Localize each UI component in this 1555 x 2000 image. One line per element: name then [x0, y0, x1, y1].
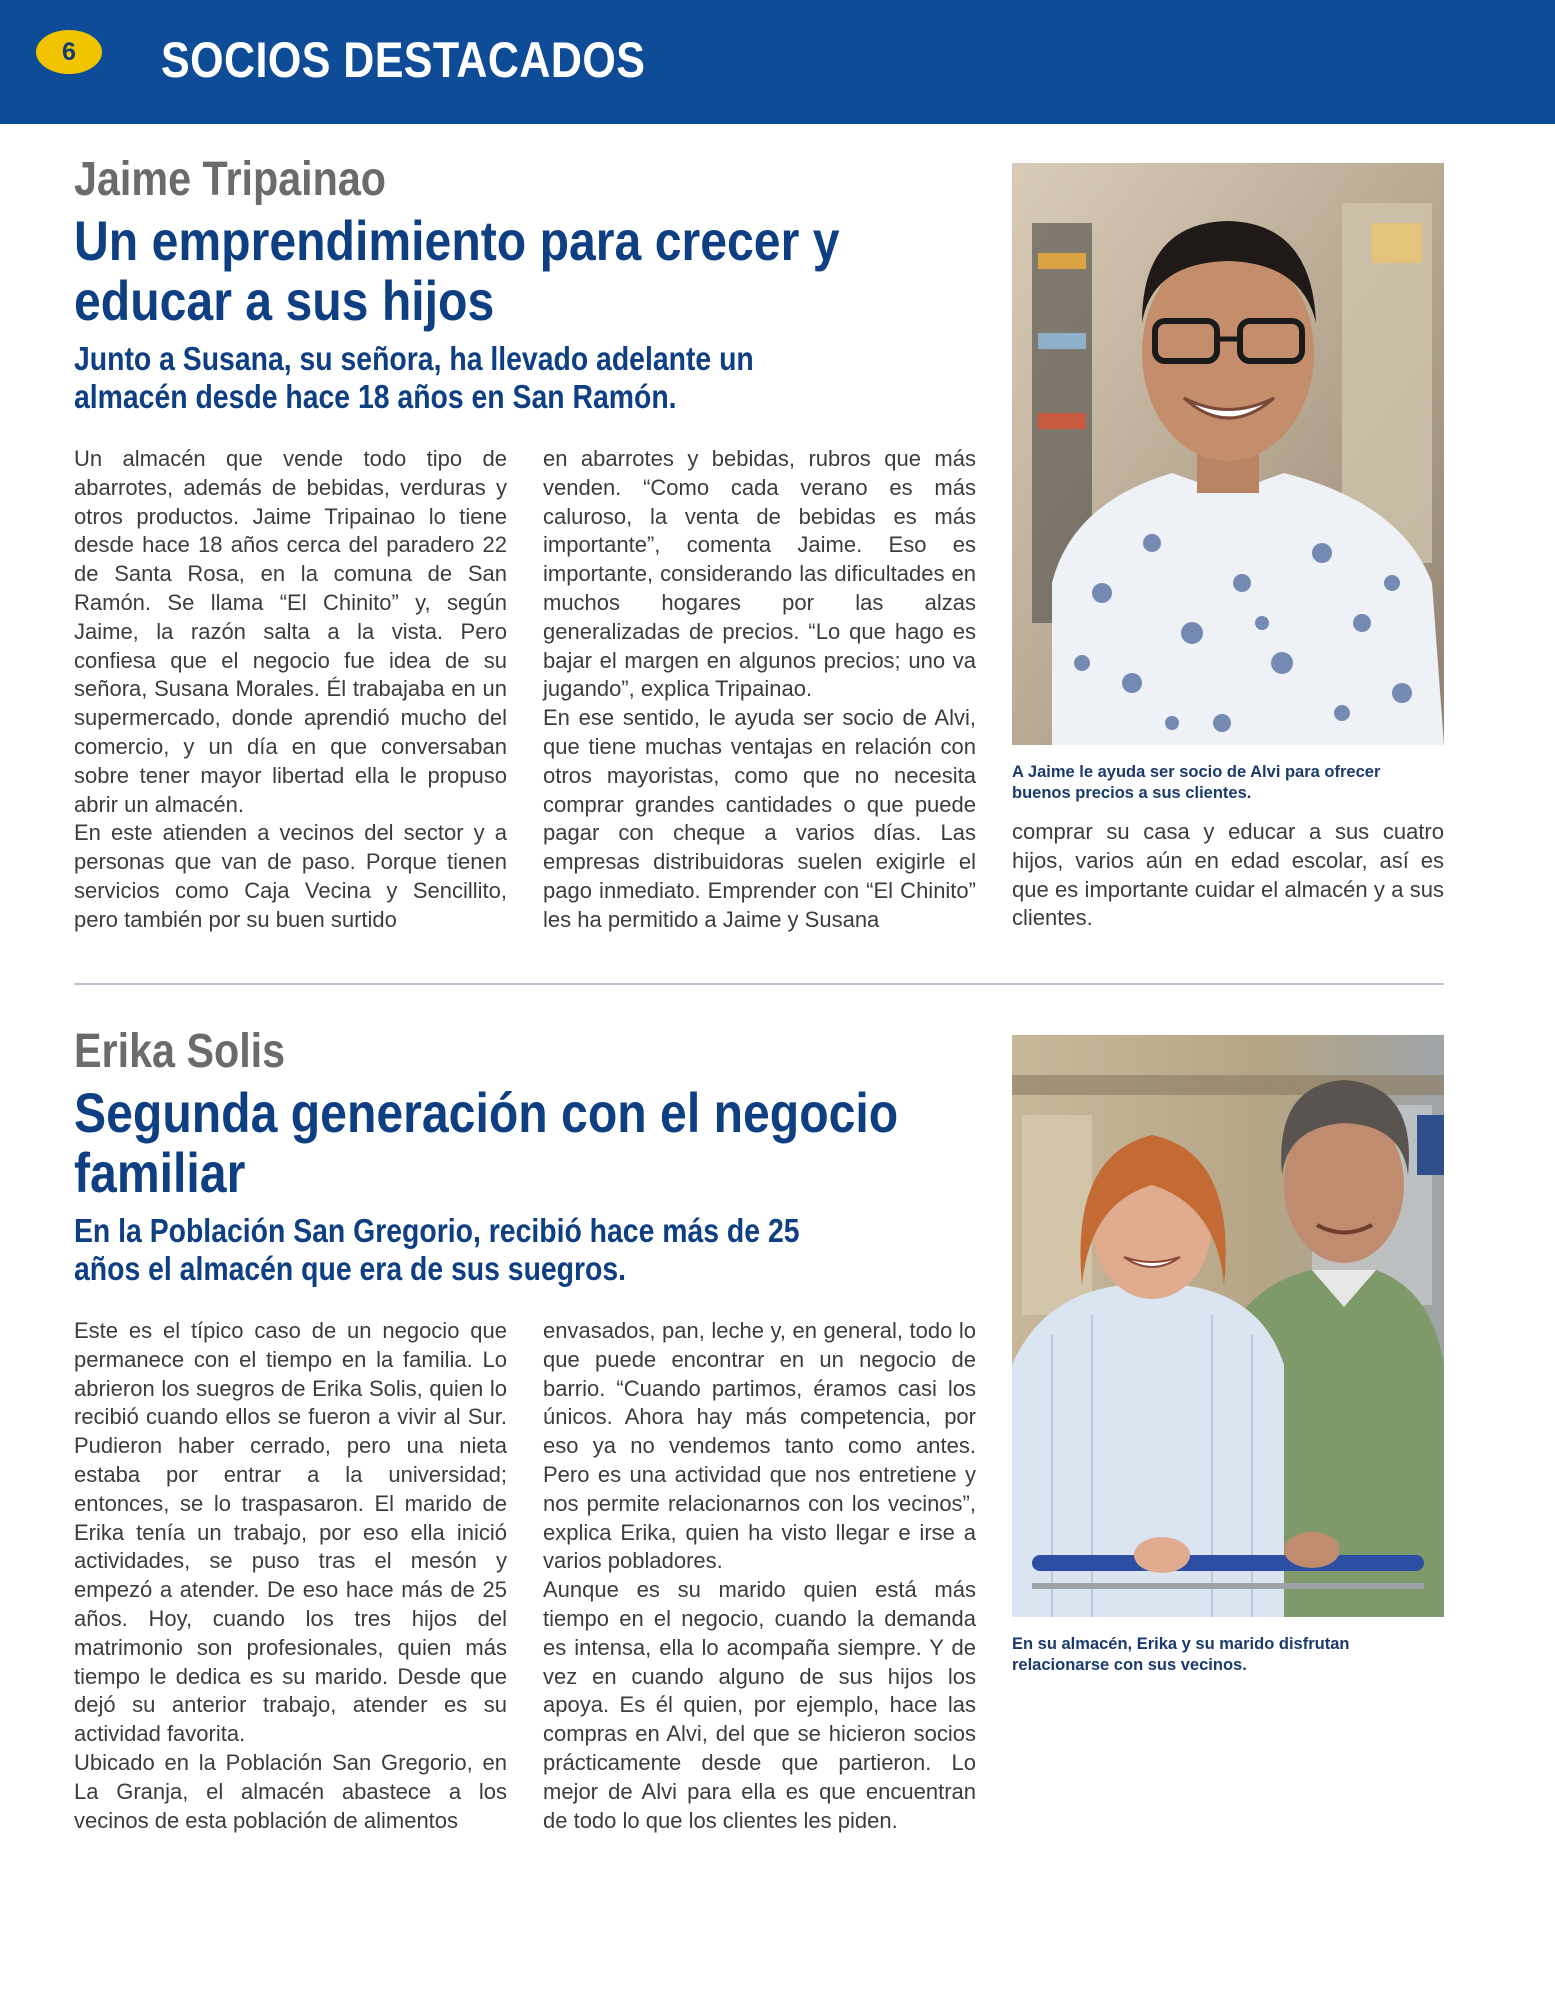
person-name: Erika Solis — [74, 1025, 286, 1078]
article-column-1 — [74, 1317, 507, 1835]
paragraph: En ese sentido, le ayuda ser socio de Alvi, que tiene muchas ventajas en relación con otros mayoristas, como que no necesita comprar grandes cantidades o que puede pagar con cheque a varios días. Las empresas distribuidoras suelen exigirle el pago inmediato. Emprender con “El Chinito” les ha permitido a Jaime y Susana — [543, 705, 976, 932]
article-column-3 — [1012, 818, 1444, 933]
paragraph: Aunque es su marido quien está más tiempo en el negocio, cuando la demanda es intensa, ella lo acompaña siempre. Y de vez en cuando alguno de sus hijos los apoya. Es él quien, por ejemplo, hace las compras en Alvi, del que se hicieron socios prácticamente desde que partieron. Lo mejor de Alvi para ella es que encuentran de todo lo que los clientes les piden. — [543, 1577, 976, 1833]
section-title: SOCIOS DESTACADOS — [161, 32, 646, 88]
paragraph: envasados, pan, leche y, en general, todo lo que puede encontrar en un negocio de barrio. “Cuando partimos, éramos casi los únicos. Ahora hay más competencia, por eso ya no vendemos tanto como antes. Pero es una actividad que nos entretiene y nos permite relacionarnos con los vecinos”, explica Erika, quien ha visto llegar e irse a varios pobladores. — [543, 1318, 976, 1574]
photo-erika — [1012, 1035, 1444, 1617]
article-lead: Junto a Susana, su señora, ha llevado adelante un almacén desde hace 18 años en San Ramón. — [74, 340, 754, 415]
article-column-1 — [74, 445, 507, 935]
photo-caption: En su almacén, Erika y su marido disfrutan relacionarse con sus vecinos. — [1012, 1635, 1350, 1674]
paragraph: Un almacén que vende todo tipo de abarrotes, además de bebidas, verduras y otros productos. Jaime Tripainao lo tiene desde hace 18 años cerca del paradero 22 de Santa Rosa, en la comuna de San Ramón. Se llama “El Chinito” y, según Jaime, la razón salta a la vista. Pero confiesa que el negocio fue idea de su señora, Susana Morales. Él trabajaba en un supermercado, donde aprendió mucho del comercio, y un día en que conversaban sobre tener mayor libertad ella le propuso abrir un almacén. — [74, 446, 507, 817]
paragraph: En este atienden a vecinos del sector y a personas que van de paso. Porque tienen servicios como Caja Vecina y Sencillito, pero también por su buen surtido — [74, 820, 507, 932]
person-name: Jaime Tripainao — [74, 153, 387, 206]
article-headline: Un emprendimiento para crecer y educar a sus hijos — [74, 209, 840, 332]
article-column-2 — [543, 445, 976, 935]
page-number-badge: 6 — [36, 30, 102, 74]
article-column-2 — [543, 1317, 976, 1835]
photo-jaime — [1012, 163, 1444, 745]
paragraph: Este es el típico caso de un negocio que permanece con el tiempo en la familia. Lo abrieron los suegros de Erika Solis, quien lo recibió cuando ellos se fueron a vivir al Sur. Pudieron haber cerrado, pero una nieta estaba por entrar a la universidad; entonces, se lo traspasaron. El marido de Erika tenía un trabajo, por eso ella inició actividades, se puso tras el mesón y empezó a atender. De eso hace más de 25 años. Hoy, cuando los tres hijos del matrimonio son profesionales, quien más tiempo le dedica es su marido. Desde que dejó su anterior trabajo, atender es su actividad favorita. — [74, 1318, 507, 1747]
photo-caption: A Jaime le ayuda ser socio de Alvi para ofrecer buenos precios a sus clientes. — [1012, 763, 1381, 802]
paragraph: comprar su casa y educar a sus cuatro hijos, varios aún en edad escolar, así es que es importante cuidar el almacén y a sus clientes. — [1012, 819, 1444, 931]
couple-illustration — [1012, 1035, 1444, 1617]
article-lead: En la Población San Gregorio, recibió hace más de 25 años el almacén que era de sus suegros. — [74, 1212, 800, 1287]
paragraph: en abarrotes y bebidas, rubros que más venden. “Como cada verano es más caluroso, la venta de bebidas es más importante”, comenta Jaime. Eso es importante, considerando las dificultades en muchos hogares por las alzas generalizadas de precios. “Lo que hago es bajar el margen en algunos precios; uno va jugando”, explica Tripainao. — [543, 446, 976, 702]
article-headline: Segunda generación con el negocio familiar — [74, 1081, 899, 1204]
portrait-illustration — [1012, 163, 1444, 745]
paragraph: Ubicado en la Población San Gregorio, en La Granja, el almacén abastece a los vecinos de esta población de alimentos — [74, 1749, 507, 1833]
article-divider — [74, 983, 1444, 985]
page-header — [0, 0, 1555, 124]
